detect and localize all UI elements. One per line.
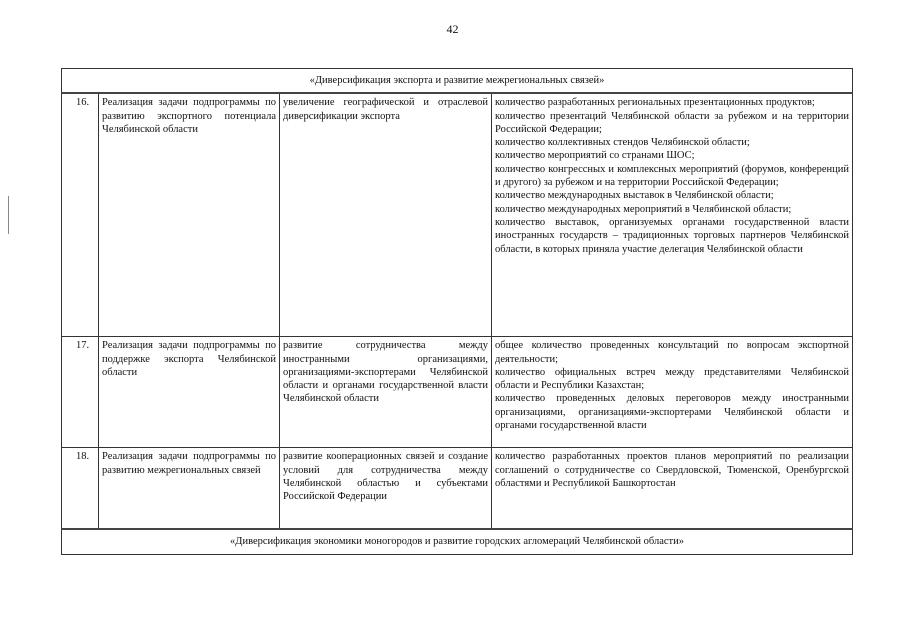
subprogram-table [61,68,853,555]
indicator-item: количество международных выставок в Челябинской области; [495,190,774,202]
row-number: 16. [62,93,99,337]
indicator-item: количество презентаций Челябинской области за рубежом и на территории Российской Федерации; [495,110,850,135]
row-number: 17. [62,337,99,448]
indicator-item: количество конгрессных и комплексных мероприятий (форумов, конференций и другого) за рубежом и на территории Российской Федерации; [495,163,850,189]
indicator-item: количество проведенных деловых переговоров между иностранными организациями, организациями-экспортерами Челябинской области и органами государственной власти [495,393,850,432]
indicators-cell [492,448,853,530]
indicators-cell [492,93,853,337]
task-cell: Реализация задачи подпрограммы по развитию межрегиональных связей [99,448,280,530]
table-row [62,448,853,530]
indicator-item: количество международных мероприятий в Челябинской области; [495,203,792,215]
goal-cell: развитие кооперационных связей и создание условий для сотрудничества между Челябинской областью и субъектами Российской Федерации [280,448,492,530]
indicator-item: количество разработанных проектов планов мероприятий по реализации соглашений о сотрудничестве со Свердловской, Тюменской, Оренбургской областями и Республикой Башкортостан [495,451,850,489]
section-header-row [62,529,853,554]
section-header-row [62,69,853,94]
goal-cell: увеличение географической и отраслевой диверсификации экспорта [280,93,492,337]
margin-binding-mark [8,196,9,234]
task-cell: Реализация задачи подпрограммы по развитию экспортного потенциала Челябинской области [99,93,280,337]
page-number: 42 [446,22,459,36]
task-cell: Реализация задачи подпрограммы по поддержке экспорта Челябинской области [99,337,280,448]
indicator-item: общее количество проведенных консультаций по вопросам экспортной деятельности; [495,340,850,365]
section-header-bottom: «Диверсификация экономики моногородов и развитие городских агломераций Челябинской области» [62,529,853,554]
section-header-top: «Диверсификация экспорта и развитие межрегиональных связей» [62,69,853,94]
row-number: 18. [62,448,99,530]
indicator-item: количество коллективных стендов Челябинской области; [495,137,750,149]
indicator-item: количество выставок, организуемых органами государственной власти иностранных государств – традиционных торговых партнеров Челябинской области, в которых приняла участие делегация Челябинской области [495,216,850,255]
indicator-item: количество мероприятий со странами ШОС; [495,150,695,162]
table-row [62,93,853,337]
table-row [62,337,853,448]
indicator-item: количество официальных встреч между представителями Челябинской области и Республики Казахстан; [495,366,850,392]
indicators-cell [492,337,853,448]
indicator-item: количество разработанных региональных презентационных продуктов; [495,97,815,109]
goal-cell: развитие сотрудничества между иностранными организациями, организациями-экспортерами Челябинской области и органами государственной власти Челябинской области [280,337,492,448]
